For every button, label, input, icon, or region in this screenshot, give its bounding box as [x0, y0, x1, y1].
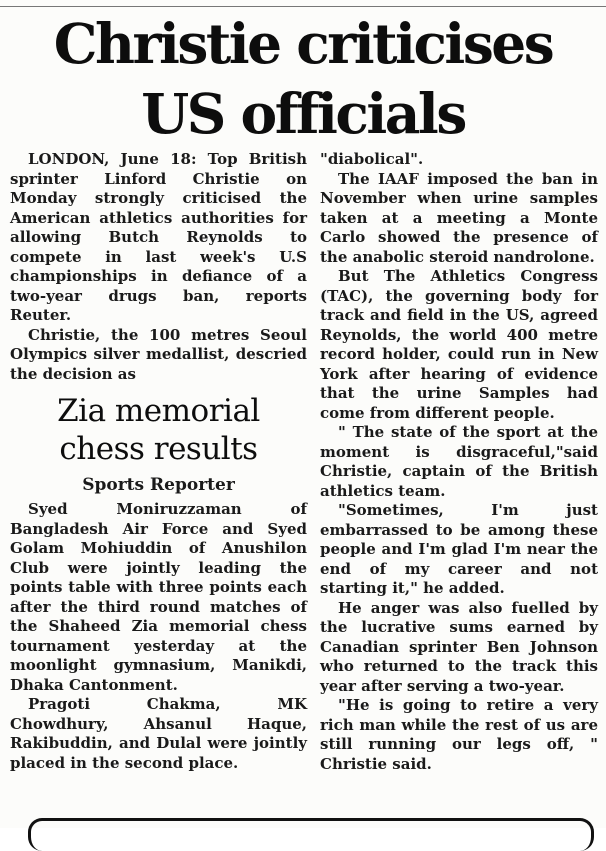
- story1-paragraph-5: But The Athletics Congress (TAC), the governing body for track and field in the US, agreed Reynolds, the world 400 metre record holder, could run in New York after hearing of evidence that the urine Samples had come from different people.: [320, 267, 598, 422]
- headline-line-2: US officials: [141, 81, 465, 146]
- top-rule: [0, 0, 606, 7]
- chess-headline: Zia memorial chess results: [57, 393, 260, 467]
- story1-paragraph-9: "He is going to retire a very rich man while the rest of us are still running our legs off, " Christie said.: [320, 696, 598, 773]
- headline-line-1: Christie criticises: [53, 11, 553, 76]
- left-column: [10, 150, 307, 773]
- chess-byline: Sports Reporter: [82, 475, 235, 495]
- story1-paragraph-6: " The state of the sport at the moment is disgraceful,"said Christie, captain of the British athletics team.: [320, 423, 598, 500]
- right-column: [320, 150, 598, 774]
- chess-paragraph-2: Pragoti Chakma, MK Chowdhury, Ahsanul Haque, Rakibuddin, and Dulal were jointly placed in the second place.: [10, 695, 307, 772]
- story1-paragraph-1: LONDON, June 18: Top British sprinter Linford Christie on Monday strongly criticised the American athletics authorities for allowing Butch Reynolds to compete in last week's U.S championships in defiance of a two-year drugs ban, reports Reuter.: [10, 150, 307, 324]
- story1-paragraph-2: Christie, the 100 metres Seoul Olympics silver medallist, descried the decision as: [10, 325, 307, 383]
- story1-paragraph-7: "Sometimes, I'm just embarrassed to be among these people and I'm glad I'm near the end of my career and not starting it," he added.: [320, 501, 598, 597]
- story1-paragraph-8: He anger was also fuelled by the lucrative sums earned by Canadian sprinter Ben Johnson who returned to the track this year after serving a two-year.: [320, 598, 598, 695]
- chess-paragraph-1: Syed Moniruzzaman of Bangladesh Air Force and Syed Golam Mohiuddin of Anushilon Club were jointly leading the points table with three points each after the third round matches of the Shaheed Zia memorial chess tournament yesterday at the moonlight gymnasium, Manikdi, Dhaka Cantonment.: [10, 500, 307, 694]
- next-article-frame: [28, 818, 594, 851]
- story1-paragraph-3: "diabolical".: [320, 150, 424, 168]
- story1-paragraph-4: The IAAF imposed the ban in November when urine samples taken at a meeting a Monte Carlo showed the presence of the anabolic steroid nandrolone.: [320, 169, 598, 266]
